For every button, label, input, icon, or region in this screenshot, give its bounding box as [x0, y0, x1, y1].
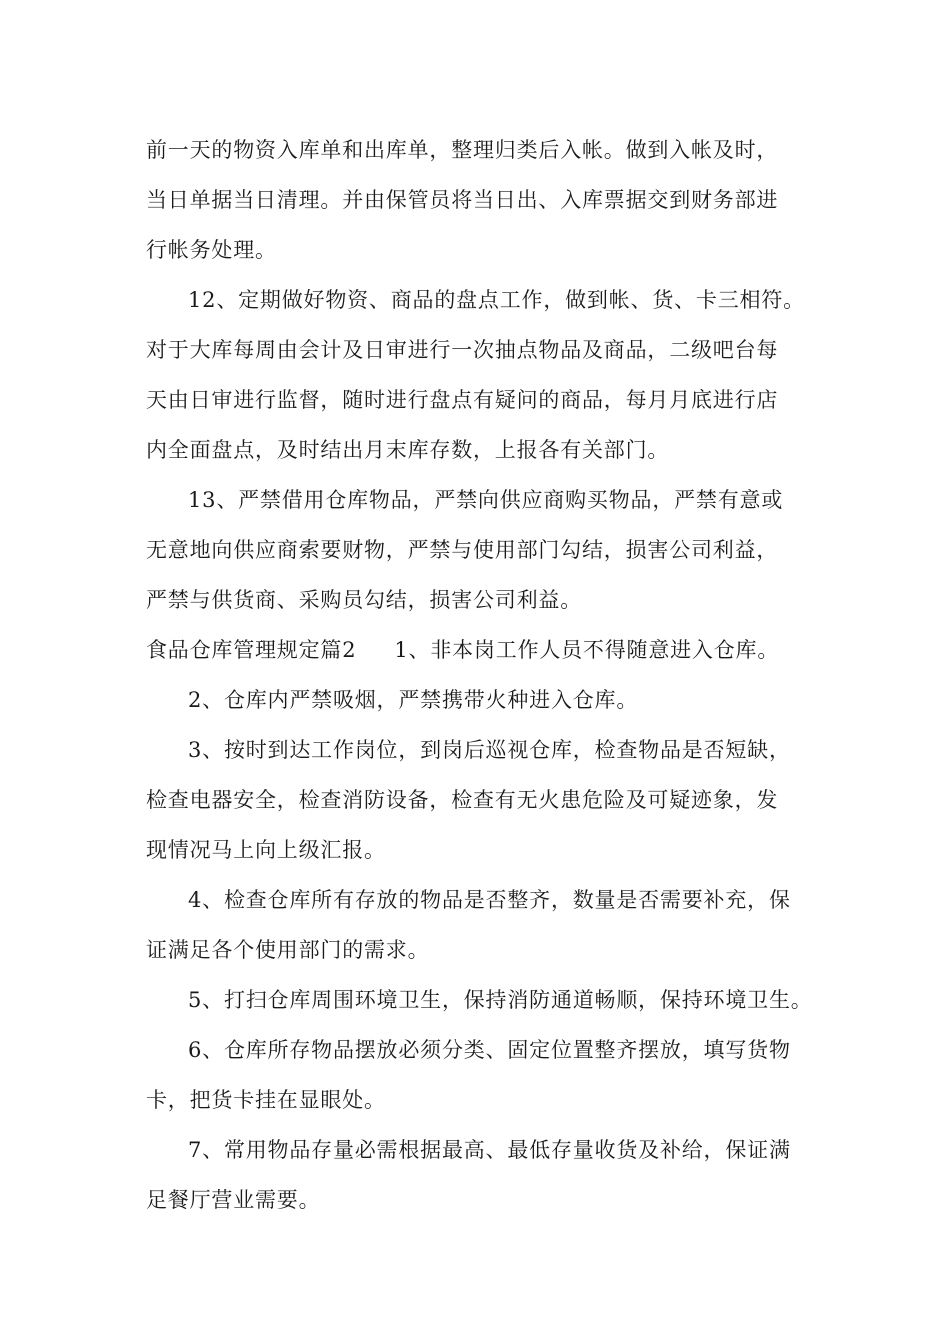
- text-line: 现情况马上向上级汇报。: [146, 838, 386, 862]
- item-5: 5、打扫仓库周围环境卫生，保持消防通道畅顺，保持环境卫生。: [188, 988, 813, 1012]
- text-line: 无意地向供应商索要财物，严禁与使用部门勾结，损害公司利益，: [146, 538, 779, 562]
- item-3-start: 3、按时到达工作岗位，到岗后巡视仓库，检查物品是否短缺，: [188, 738, 791, 762]
- paragraph-12-start: 12、定期做好物资、商品的盘点工作，做到帐、货、卡三相符。: [188, 288, 805, 312]
- text-line: 行帐务处理。: [146, 238, 277, 262]
- text-line: 天由日审进行监督，随时进行盘点有疑问的商品，每月月底进行店: [146, 388, 779, 412]
- item-4-start: 4、检查仓库所有存放的物品是否整齐，数量是否需要补充，保: [188, 888, 791, 912]
- paragraph-13-start: 13、严禁借用仓库物品，严禁向供应商购买物品，严禁有意或: [188, 488, 784, 512]
- section-item-1: 1、非本岗工作人员不得随意进入仓库。: [394, 638, 780, 662]
- text-line: 前一天的物资入库单和出库单，整理归类后入帐。做到入帐及时，: [146, 138, 779, 162]
- section-heading: 食品仓库管理规定篇2: [146, 638, 357, 662]
- item-6-start: 6、仓库所存物品摆放必须分类、固定位置整齐摆放，填写货物: [188, 1038, 791, 1062]
- text-line: 严禁与供货商、采购员勾结，损害公司利益。: [146, 588, 582, 612]
- text-line: 足餐厅营业需要。: [146, 1188, 321, 1212]
- item-7-start: 7、常用物品存量必需根据最高、最低存量收货及补给，保证满: [188, 1138, 791, 1162]
- item-2: 2、仓库内严禁吸烟，严禁携带火种进入仓库。: [188, 688, 639, 712]
- text-line: 证满足各个使用部门的需求。: [146, 938, 430, 962]
- text-line: 内全面盘点，及时结出月末库存数，上报各有关部门。: [146, 438, 670, 462]
- text-line: 对于大库每周由会计及日审进行一次抽点物品及商品，二级吧台每: [146, 338, 779, 362]
- text-line: 卡，把货卡挂在显眼处。: [146, 1088, 386, 1112]
- text-line: 检查电器安全，检查消防设备，检查有无火患危险及可疑迹象，发: [146, 788, 779, 812]
- text-line: 当日单据当日清理。并由保管员将当日出、入库票据交到财务部进: [146, 188, 779, 212]
- section-heading-line: [146, 632, 846, 668]
